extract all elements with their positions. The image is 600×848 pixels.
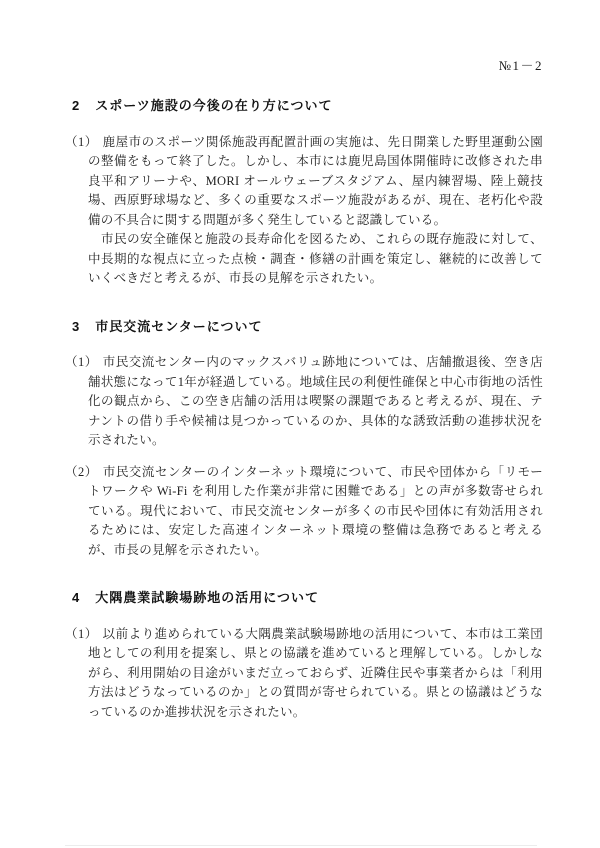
question-item — [65, 463, 543, 561]
section-heading — [65, 317, 543, 337]
section-title: スポーツ施設の今後の在り方について — [95, 98, 333, 113]
section-items — [65, 353, 543, 560]
item-paragraph: 市民の安全確保と施設の長寿命化を図るため、これらの既存施設に対して、中長期的な視点に立った点検・調査・修繕の計画を策定し、継続的に改善していくべきだと考えるが、市長の見解を示されたい。 — [88, 232, 543, 285]
section-civic-center — [65, 317, 543, 561]
section-title: 大隅農業試験場跡地の活用について — [95, 590, 319, 605]
item-paragraph — [65, 625, 543, 723]
item-text: 市民交流センターのインターネット環境について、市民や団体から「リモートワークや Wi-Fi を利用した作業が非常に困難である」との声が多数寄せられている。現代において、市民交流センターが多くの市民や団体に有効活用されるためには、安定した高速インターネット環境の整備は急務であると考えるが、市長の見解を示されたい。 — [88, 464, 543, 557]
section-items — [65, 625, 543, 723]
section-osumi-site — [65, 588, 543, 722]
item-label: （1） — [65, 626, 98, 641]
section-heading — [65, 96, 543, 116]
page-number: №1－2 — [498, 58, 543, 73]
item-label: （2） — [65, 464, 98, 479]
question-item — [65, 625, 543, 723]
item-label: （1） — [65, 134, 98, 149]
section-sports-facilities — [65, 96, 543, 289]
section-heading — [65, 588, 543, 608]
item-paragraph — [65, 463, 543, 561]
section-number: 4 — [72, 590, 81, 605]
section-title: 市民交流センターについて — [95, 318, 263, 334]
item-paragraph — [65, 353, 543, 451]
item-text: 鹿屋市のスポーツ関係施設再配置計画の実施は、先日開業した野里運動公園の整備をもって終了した。しかし、本市には鹿児島国体開催時に改修された串良平和アリーナや、MORI オールウェーブスタジアム、屋内練習場、陸上競技場、西原野球場など、多くの重要なスポーツ施設があるが、現在、老朽化や設備の不具合に関する問題が多く発生していると認識している。 — [88, 134, 544, 227]
section-items — [65, 133, 543, 289]
section-number: 2 — [72, 98, 81, 113]
section-number: 3 — [72, 318, 81, 334]
item-label: （1） — [65, 355, 98, 369]
item-text: 市民交流センター内のマックスバリュ跡地については、店舗撤退後、空き店舗状態になって1年が経過している。地域住民の利便性確保と中心市街地の活性化の観点から、この空き店舗の活用は喫緊の課題であると考えるが、現在、テナントの借り手や候補は見つかっているのか、具体的な誘致活動の進捗状況を示されたい。 — [88, 355, 544, 447]
question-item — [65, 353, 543, 451]
page-bottom-edge — [65, 845, 537, 846]
question-item — [65, 133, 543, 289]
item-paragraph — [65, 133, 543, 231]
item-text: 以前より進められている大隅農業試験場跡地の活用について、本市は工業団地としての利用を提案し、県との協議を進めていると理解している。しかしながら、利用開始の目途がいまだ立っておらず、近隣住民や事業者からは「利用方法はどうなっているのか」との質問が寄せられている。県との協議はどうなっているのか進捗状況を示されたい。 — [88, 626, 544, 719]
document-content — [65, 96, 543, 722]
